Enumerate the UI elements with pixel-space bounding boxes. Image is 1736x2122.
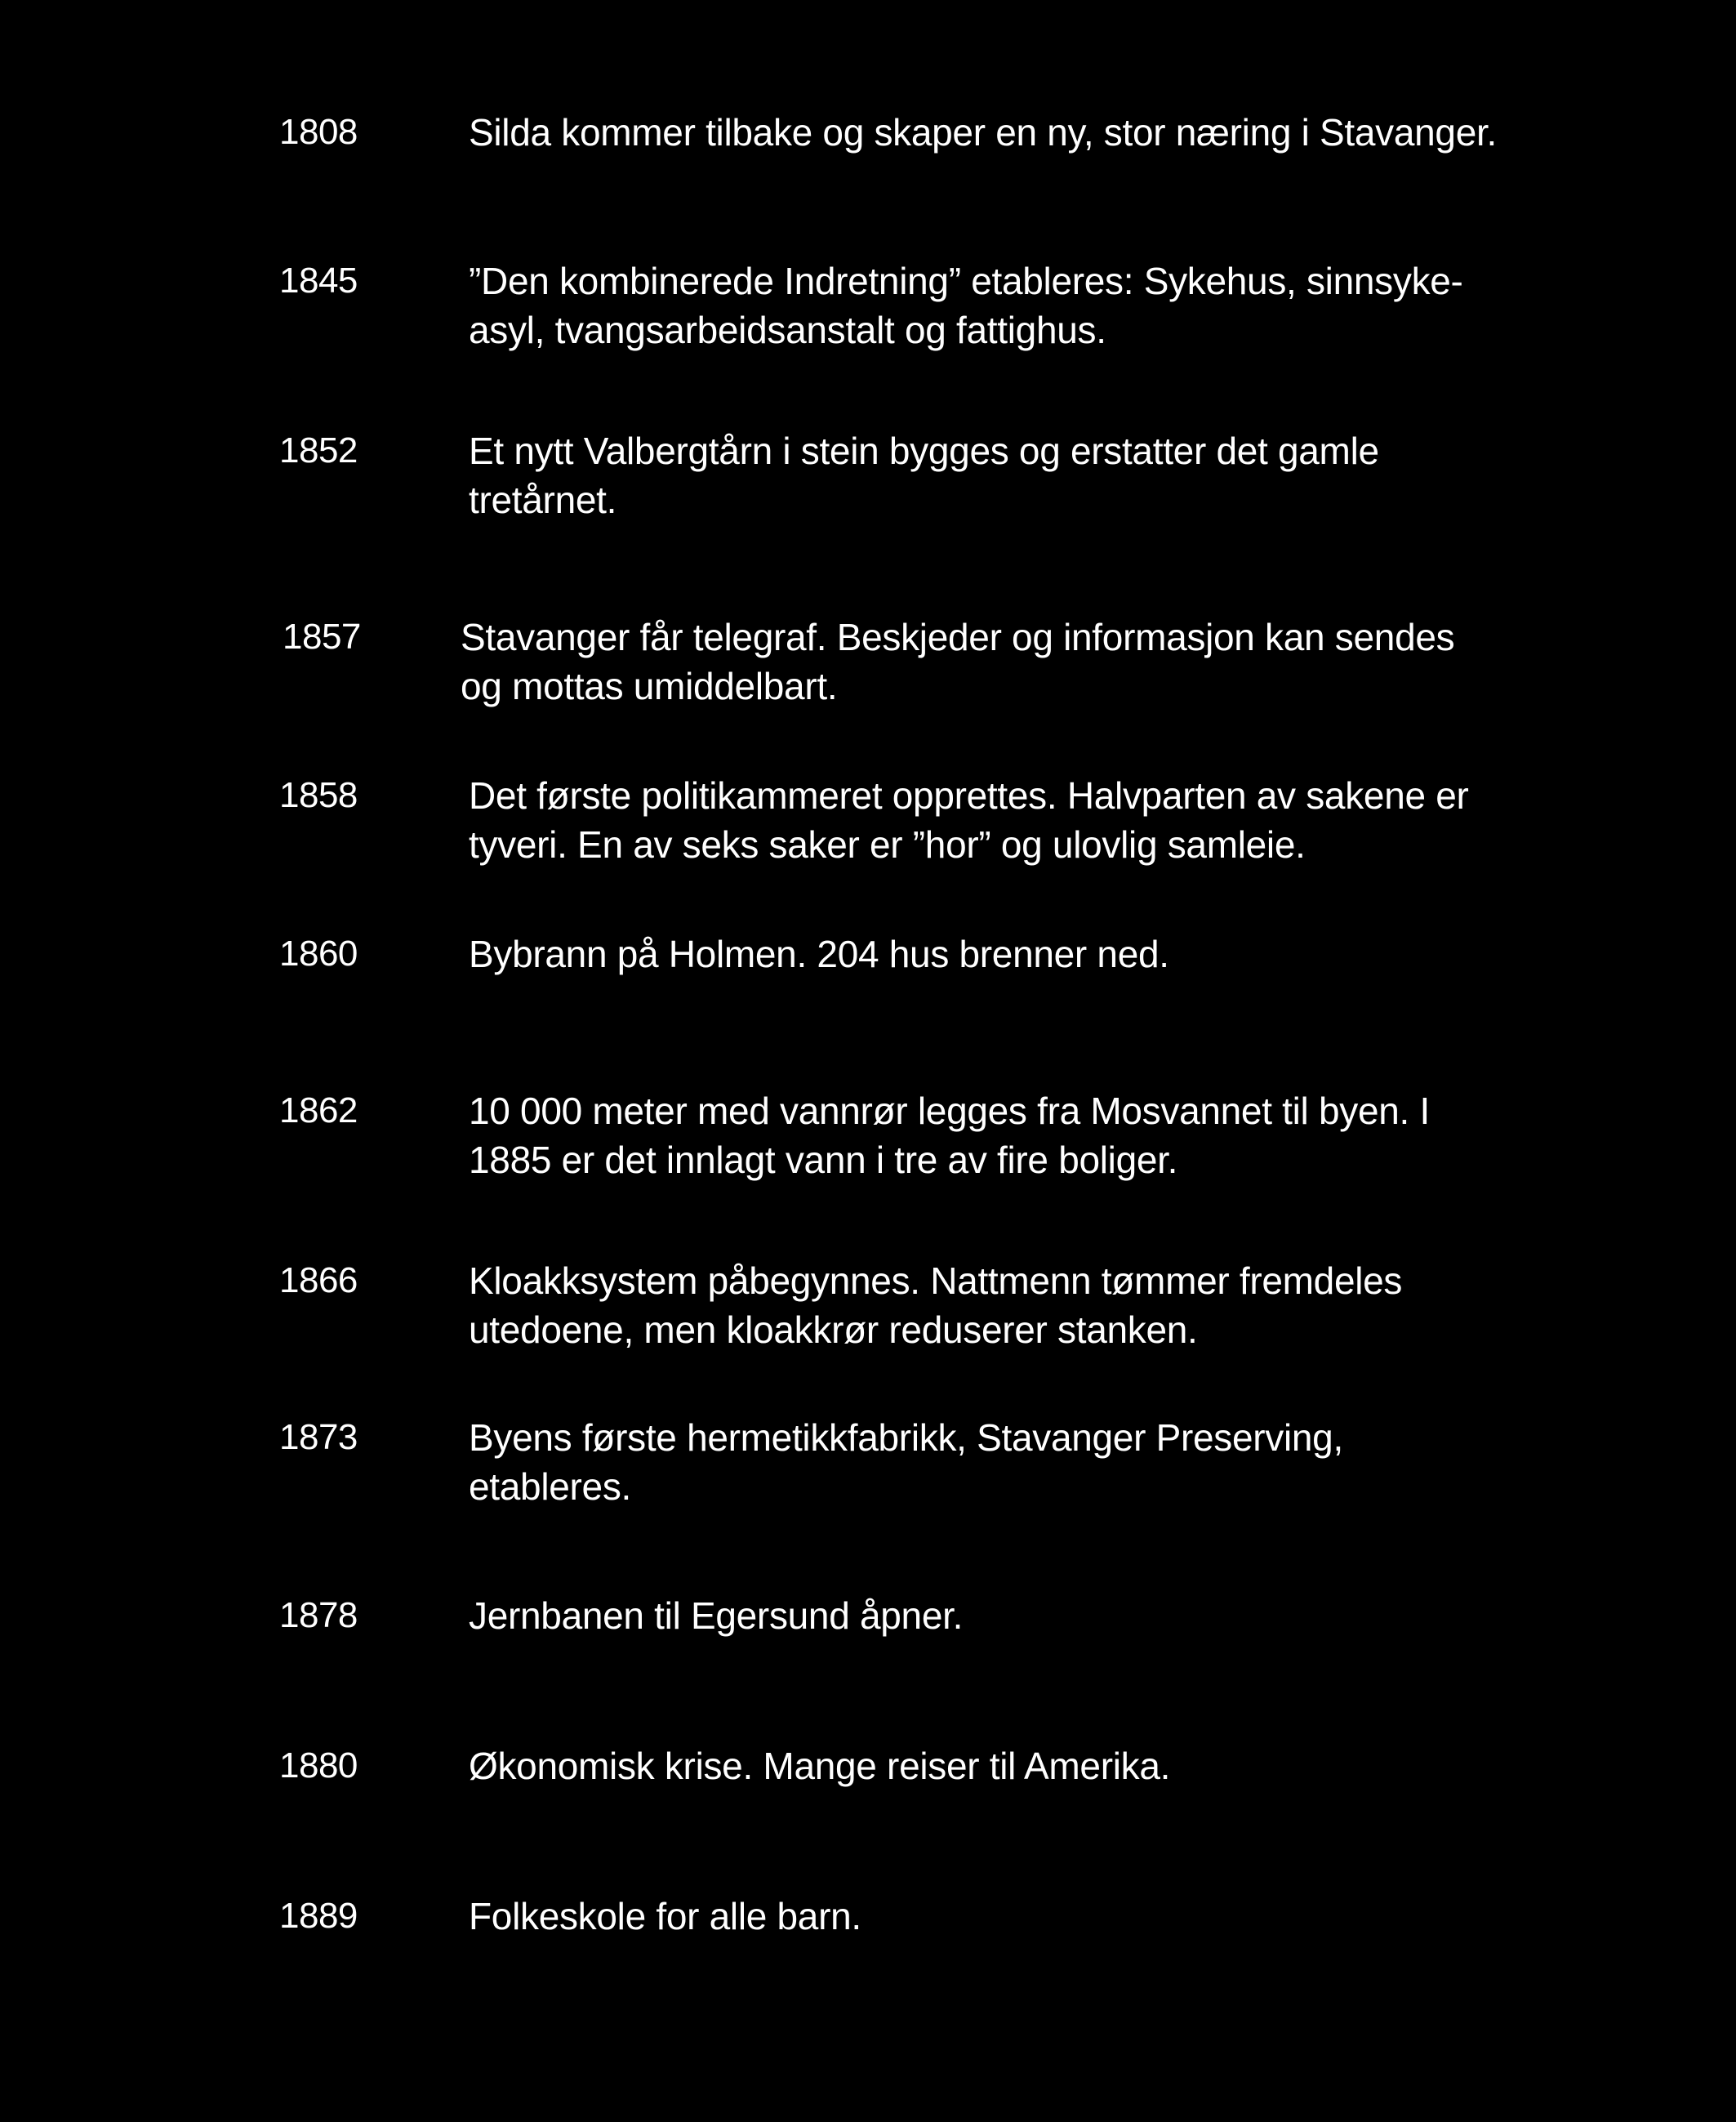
entry-text: ”Den kombinerede Indretning” etableres: Sykehus, sinnsyke-asyl, tvangsarbeidsanstalt og fattighus. xyxy=(469,260,1463,351)
entry-text: Stavanger får telegraf. Beskjeder og informasjon kan sendes og mottas umiddelbart. xyxy=(461,616,1455,707)
entry-text: 10 000 meter med vannrør legges fra Mosvannet til byen. I 1885 er det innlagt vann i tre av fire boliger. xyxy=(469,1090,1430,1181)
entry-year: 1860 xyxy=(279,934,358,974)
entry-year: 1889 xyxy=(279,1896,358,1936)
entry-text: Bybrann på Holmen. 204 hus brenner ned. xyxy=(469,933,1169,975)
entry-text: Det første politikammeret opprettes. Halvparten av sakene er tyveri. En av seks saker er ”hor” og ulovlig samleie. xyxy=(469,774,1469,866)
entry-year: 1880 xyxy=(279,1745,358,1785)
entry-year: 1808 xyxy=(279,112,358,152)
entry-text: Et nytt Valbergtårn i stein bygges og erstatter det gamle tretårnet. xyxy=(469,430,1379,521)
entry-year: 1858 xyxy=(279,775,358,815)
entry-text: Jernbanen til Egersund åpner. xyxy=(469,1594,964,1637)
entry-year: 1873 xyxy=(279,1417,358,1457)
entry-text: Byens første hermetikkfabrikk, Stavanger Preserving, etableres. xyxy=(469,1416,1343,1508)
entry-text: Silda kommer tilbake og skaper en ny, stor næring i Stavanger. xyxy=(469,111,1497,154)
entry-year: 1866 xyxy=(279,1260,358,1300)
entry-year: 1878 xyxy=(279,1595,358,1635)
entry-year: 1857 xyxy=(283,617,361,657)
entry-year: 1862 xyxy=(279,1090,358,1130)
entry-year: 1845 xyxy=(279,261,358,301)
entry-text: Økonomisk krise. Mange reiser til Amerika. xyxy=(469,1745,1171,1787)
entry-year: 1852 xyxy=(279,430,358,470)
entry-text: Kloakksystem påbegynnes. Nattmenn tømmer fremdeles utedoene, men kloakkrør reduserer stanken. xyxy=(469,1259,1403,1351)
entry-text: Folkeskole for alle barn. xyxy=(469,1895,861,1937)
